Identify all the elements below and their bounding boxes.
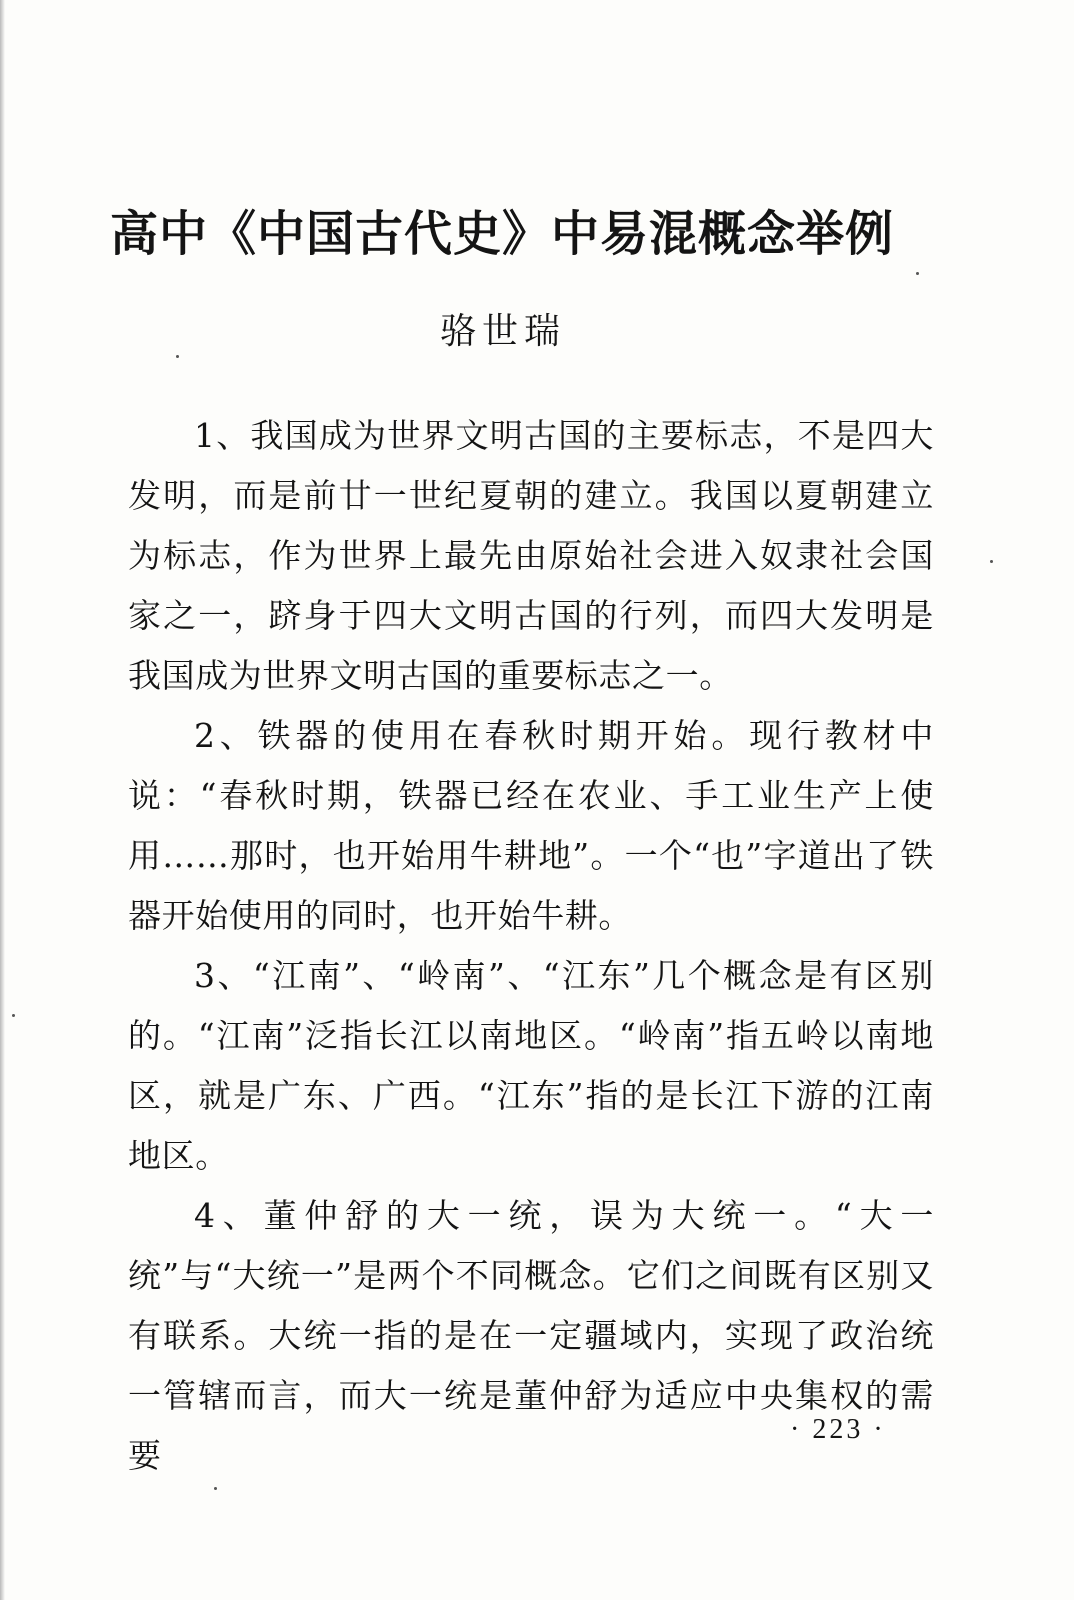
- scan-speck: [176, 355, 179, 358]
- scan-speck: [214, 1487, 217, 1490]
- paragraph-4: 4、董仲舒的大一统，误为大统一。“大一统”与“大统一”是两个不同概念。它们之间既有区别又有联系。大统一指的是在一定疆域内，实现了政治统一管辖而言，而大一统是董仲舒为适应中央集权的需要: [128, 1196, 934, 1475]
- scan-speck: [990, 560, 993, 563]
- article-body: [128, 406, 934, 1486]
- article-author: 骆世瑞: [440, 311, 567, 352]
- article-title: 高中《中国古代史》中易混概念举例: [110, 206, 895, 262]
- page-edge-shadow: [0, 0, 5, 1600]
- paragraph-2: 2、铁器的使用在春秋时期开始。现行教材中说：“春秋时期，铁器已经在农业、手工业生产上使用……那时，也开始用牛耕地”。一个“也”字道出了铁器开始使用的同时，也开始牛耕。: [128, 716, 934, 935]
- scan-speck: [12, 1014, 15, 1017]
- page-number: · 223 ·: [790, 1414, 886, 1445]
- paragraph-3: 3、“江南”、“岭南”、“江东”几个概念是有区别的。“江南”泛指长江以南地区。“岭南”指五岭以南地区，就是广东、广西。“江东”指的是长江下游的江南地区。: [128, 956, 934, 1175]
- paragraph-1: 1、我国成为世界文明古国的主要标志，不是四大发明，而是前廿一世纪夏朝的建立。我国以夏朝建立为标志，作为世界上最先由原始社会进入奴隶社会国家之一，跻身于四大文明古国的行列，而四大发明是我国成为世界文明古国的重要标志之一。: [128, 416, 934, 695]
- scan-speck: [916, 272, 919, 275]
